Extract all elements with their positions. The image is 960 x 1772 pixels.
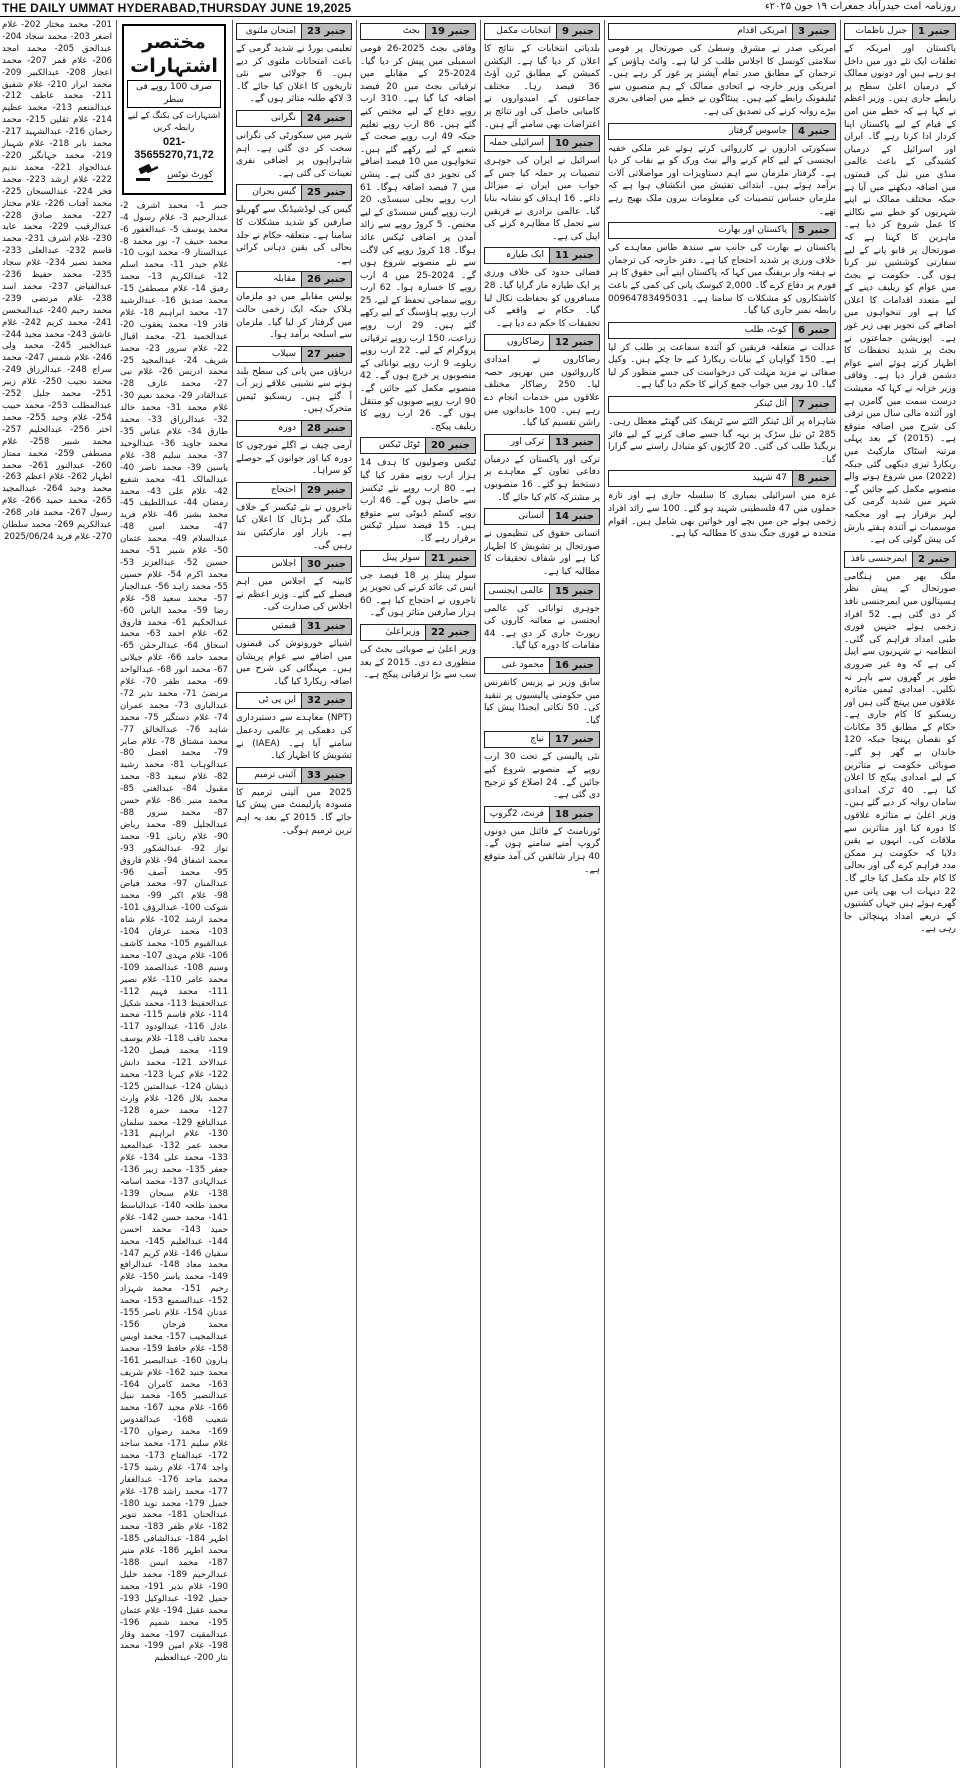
item-header <box>360 23 476 40</box>
news-item <box>484 23 600 131</box>
court-notice-row <box>127 164 221 187</box>
news-column-4 <box>360 20 476 1768</box>
item-number: جنبر 14 <box>549 509 599 524</box>
item-text: آرمی چیف نے اگلے مورچوں کا دورہ کیا اور جوانوں کے حوصلے کو سراہا۔ <box>236 441 352 477</box>
item-title: جاسوس گرفتار <box>729 125 787 136</box>
item-header <box>484 434 600 451</box>
item-number: جنبر 8 <box>792 471 835 486</box>
item-number: جنبر 15 <box>549 584 599 599</box>
column-divider <box>116 20 117 1768</box>
item-title: نگرانی <box>271 112 296 123</box>
item-number: جنبر 7 <box>792 397 835 412</box>
item-number: جنبر 5 <box>792 223 835 238</box>
item-header <box>844 551 956 568</box>
item-number: جنبر 10 <box>549 136 599 151</box>
classified-ad-box <box>122 24 226 195</box>
item-title: مقابلہ <box>273 274 296 285</box>
item-number: جنبر 19 <box>425 24 475 39</box>
news-item <box>484 247 600 330</box>
item-text: گیس کی لوڈشیڈنگ سے گھریلو صارفین کو شدید مشکلات کا سامنا ہے۔ متعلقہ حکام نے جلد بحالی کی یقین دہانی کرائی ہے۔ <box>236 205 352 266</box>
item-header <box>236 184 352 201</box>
item-title: دورہ <box>278 423 296 434</box>
item-header <box>484 334 600 351</box>
item-text: کابینہ کے اجلاس میں اہم فیصلے کیے گئے۔ وزیر اعظم نے اجلاس کی صدارت کی۔ <box>236 577 352 613</box>
item-text: تاجروں نے نئے ٹیکسز کے خلاف ملک گیر ہڑتال کا اعلان کیا ہے۔ بازار اور مارکیٹیں بند رہیں گی۔ <box>236 502 352 551</box>
item-header <box>236 23 352 40</box>
news-item <box>360 550 476 620</box>
listing-text: 201- محمد مختار 202- غلام اصغر 203- محمد سجاد 204- عبدالحق 205- محمد امجد 206- غلام قمر 207- محمد اعجاز 208- عبدالکبیر 209- محمد ابرار 210- غلام شفیق 211- محمد عاطف 212- عبدالمنعم 213- محمد عظیم 214- غلام ثقلین 215- محمد رحمان 216- عبدالشہید 217- محمد بابر 218- غلام شہباز 219- محمد جہانگیر 220- عبدالجواد 221- محمد ندیم 222- غلام ارشد 223- محمد فخر 224- عبدالسبحان 225- محمد آفتاب 226- غلام مختار 227- محمد صادق 228- عبدالرقیب 229- محمد عابد 230- غلام اشرف 231- محمد قاسم 232- عبدالعلی 233- محمد نصیر 234- غلام سجاد 235- محمد حفیظ 236- عبدالفیاض 237- محمد اسد 238- غلام مرتضی 239- محمد رحیم 240- عبدالمحسن 241- محمد کریم 242- غلام عاشق 243- محمد مجید 244- عبدالخبیر 245- محمد ولی 246- غلام شمس 247- محمد سراج 248- عبدالرزاق 249- محمد نجیب 250- غلام زبیر 251- محمد جلیل 252- عبدالمطلب 253- محمد حبیب 254- غلام وحید 255- محمد اختر 256- عبدالحلیم 257- محمد شبیر 258- غلام مصطفی 259- محمد ممتاز 260- عبدالنور 261- محمد اظہار 262- غلام اعظم 263- محمد وحید 264- عبدالمجید 265- محمد حمید 266- غلام رسول 267- محمد قادر 268- عبدالکریم 269- محمد سلطان 270- غلام فرید 2025/06/24 <box>2 20 112 542</box>
news-item <box>236 420 352 478</box>
item-header <box>360 624 476 641</box>
news-item <box>236 346 352 416</box>
item-text: ترکی اور پاکستان کے درمیان دفاعی تعاون کے معاہدے پر دستخط ہو گئے۔ 16 منصوبوں پر مشترکہ کام کیا جائے گا۔ <box>484 454 600 503</box>
item-title: عالمی ایجنسی <box>488 585 544 596</box>
news-item <box>484 731 600 801</box>
item-title: آئینی ترمیم <box>254 769 296 780</box>
item-text: دریاؤں میں پانی کی سطح بلند ہونے سے نشیبی علاقے زیر آب آ گئے ہیں۔ ریسکیو ٹیمیں متحرک ہیں۔ <box>236 366 352 415</box>
item-text: اشیائے خورونوش کی قیمتوں میں اضافے سے عوام پریشان ہیں۔ مہنگائی کی شرح میں اضافہ ریکارڈ کیا گیا۔ <box>236 639 352 687</box>
item-title: اجلاس <box>271 559 296 570</box>
item-text: تعلیمی بورڈ نے شدید گرمی کے باعث امتحانات ملتوی کر دیے ہیں۔ 6 جولائی سے نئی تاریخوں کا اعلان کیا جائے گا۔ 3 لاکھ طلبہ متاثر ہوں گے۔ <box>236 44 352 105</box>
ad-note: اشتہارات کی بکنگ کے لیے رابطہ کریں <box>127 111 221 133</box>
item-text: امریکی صدر نے مشرق وسطیٰ کی صورتحال پر قومی سلامتی کونسل کا اجلاس طلب کر لیا ہے۔ وائٹ ہاؤس کے ترجمان کے مطابق صدر تمام آپشنز پر غور کر رہے ہیں۔ امریکی وزیر خارجہ نے اتحادی ممالک کے ہم منصبوں سے ٹیلیفونک رابطے کیے ہیں۔ پینٹاگون نے خطے میں اضافی بحری بیڑے روانہ کرنے کی تصدیق کی ہے۔ <box>608 44 836 117</box>
item-header <box>484 806 600 823</box>
item-title: محمود غنی <box>501 659 544 670</box>
item-text: وزیر اعلیٰ نے صوبائی بجٹ کی منظوری دے دی۔ 2015 کے بعد سب سے بڑا ترقیاتی پیکج ہے۔ <box>360 644 476 681</box>
item-number: جنبر 32 <box>301 693 351 708</box>
listing-column-left <box>2 20 112 1768</box>
item-number: جنبر 3 <box>792 24 835 39</box>
item-title: امریکی اقدام <box>737 26 787 36</box>
item-header <box>484 583 600 600</box>
item-number: جنبر 17 <box>549 732 599 747</box>
item-title: نیاچ <box>530 734 544 745</box>
item-title: بجٹ <box>402 26 420 36</box>
item-title: فرنٹ، 2گروپ <box>489 808 544 819</box>
column-divider <box>840 20 841 1768</box>
news-item <box>484 434 600 504</box>
item-text: جوہری توانائی کی عالمی ایجنسی نے معائنہ کاروں کی رپورٹ جاری کر دی ہے۔ 44 مقامات کا دورہ کیا گیا۔ <box>484 603 600 652</box>
ad-title: مختصر اشتہارات <box>130 31 218 77</box>
item-text: عدالت نے متعلقہ فریقین کو آئندہ سماعت پر طلب کر لیا ہے۔ 150 گواہان کے بیانات ریکارڈ کیے جا چکے ہیں۔ وکیل صفائی نے مزید مہلت کی درخواست کی جسے منظور کر لیا گیا۔ 10 روز میں جواب جمع کرانے کا حکم دیا گیا ہے۔ <box>608 342 836 391</box>
news-item <box>236 184 352 267</box>
item-header <box>236 271 352 288</box>
item-header <box>360 437 476 454</box>
item-number: جنبر 25 <box>301 185 351 200</box>
item-title: جنرل ناظمات <box>855 26 907 36</box>
item-title: کوٹ، طلب <box>744 324 787 335</box>
news-item <box>484 135 600 243</box>
item-header <box>608 222 836 239</box>
item-text: پولیس مقابلے میں دو ملزمان ہلاک جبکہ ایک زخمی حالت میں گرفتار کر لیا گیا۔ ملزمان سے اسلحہ برآمد ہوا۔ <box>236 292 352 341</box>
news-column-5 <box>236 20 352 1768</box>
item-header <box>484 657 600 674</box>
item-number: جنبر 23 <box>301 24 351 39</box>
item-text: رضاکاروں نے امدادی کارروائیوں میں بھرپور حصہ لیا۔ 250 رضاکار مختلف علاقوں میں خدمات انجام دے رہے ہیں۔ 100 خاندانوں میں راشن تقسیم کیا گیا۔ <box>484 355 600 429</box>
news-item <box>608 396 836 466</box>
item-title: وزیراعلیٰ <box>385 626 420 637</box>
column-divider <box>604 20 605 1768</box>
news-item <box>608 123 836 219</box>
item-text: ملک بھر میں ہنگامی صورتحال کے پیش نظر ہسپتالوں میں ایمرجنسی نافذ کر دی گئی ہے۔ 52 افراد زخمی ہوئے جنہیں فوری طبی امداد فراہم کی گئی۔ انتظامیہ نے شہریوں سے اپیل کی ہے کہ وہ غیر ضروری طور پر گھروں سے باہر نہ نکلیں۔ امدادی ٹیمیں متاثرہ علاقوں میں پہنچ گئی ہیں اور ریسکیو کا کام جاری ہے۔ حکام کے مطابق 35 مکانات کو نقصان پہنچا جبکہ 120 خاندان بے گھر ہو گئے۔ صوبائی حکومت نے متاثرین کے لیے امدادی پیکج کا اعلان کیا ہے۔ 40 ٹرک امدادی سامان روانہ کر دیے گئے ہیں۔ وزیر اعلیٰ نے متاثرہ علاقوں کا دورہ کیا اور متاثرین سے ملاقات کی۔ انہوں نے یقین دلایا کہ حکومت ہر ممکن مدد فراہم کرے گی اور بحالی کا کام جلد مکمل کیا جائے گا۔ 22 دیہات اب بھی پانی میں گھرے ہوئے ہیں جہاں کشتیوں کے ذریعے امداد پہنچائی جا رہی ہے۔ <box>844 571 956 935</box>
item-number: جنبر 24 <box>301 111 351 126</box>
item-number: جنبر 31 <box>301 619 351 634</box>
masthead-english: THE DAILY UMMAT HYDERABAD,THURSDAY JUNE 19,2025 <box>2 1 352 15</box>
item-title: احتجاج <box>270 484 296 495</box>
item-title: امتحان ملتوی <box>245 26 296 36</box>
item-number: جنبر 12 <box>549 335 599 350</box>
news-item <box>484 657 600 727</box>
item-text: شہر میں سیکورٹی کی نگرانی سخت کر دی گئی ہے۔ اہم شاہراہوں پر اضافی نفری تعینات کی گئی ہے۔ <box>236 130 352 179</box>
news-item <box>608 222 836 318</box>
item-title: پاکستان اور بھارت <box>718 225 787 236</box>
item-title: 47 شہید <box>752 473 787 484</box>
item-number: جنبر 21 <box>425 551 475 566</box>
item-header <box>236 692 352 709</box>
news-item <box>360 437 476 545</box>
item-header <box>608 322 836 339</box>
item-text: وفاقی بجٹ 2025-26 قومی اسمبلی میں پیش کر دیا گیا۔ 2024-25 کے مقابلے میں ترقیاتی بجٹ میں 20 فیصد اضافہ کیا گیا ہے۔ 310 ارب روپے دفاع کے لیے مختص کیے گئے ہیں۔ 86 ارب روپے تعلیم جبکہ 49 ارب روپے صحت کے شعبے کے لیے رکھے گئے ہیں۔ تنخواہوں میں 10 فیصد اضافے کی تجویز دی گئی ہے۔ پنشن میں 7 فیصد اضافہ ہوگا۔ 61 ارب روپے بجلی سبسڈی، 20 ارب روپے گیس سبسڈی کے لیے مختص۔ 5 کروڑ روپے سے زائد آمدن پر اضافی ٹیکس عائد ہوگا۔ 18 کروڑ روپے کی لاگت سے نئے منصوبے شروع ہوں گے۔ 2024-25 میں 4 ارب روپے کا خسارہ ہوا۔ 62 ارب روپے سماجی تحفظ کے لیے، 25 ارب روپے ہاؤسنگ کے لیے رکھے گئے ہیں۔ 29 ارب روپے زراعت، 150 ارب روپے ترقیاتی پروگرام کے لیے۔ 22 ارب روپے ریلوے، 9 ارب روپے توانائی کے منصوبوں پر خرچ ہوں گے۔ 42 منصوبے مکمل کیے جائیں گے۔ 90 ارب روپے صوبوں کو منتقل ہوں گے۔ 26 ارب روپے کا ریلیف پیکج۔ <box>360 44 476 432</box>
item-header <box>236 110 352 127</box>
item-number: جنبر 20 <box>425 438 475 453</box>
item-text: انسانی حقوق کی تنظیموں نے صورتحال پر تشویش کا اظہار کیا ہے اور شفاف تحقیقات کا مطالبہ کیا ہے۔ <box>484 529 600 577</box>
item-number: جنبر 16 <box>549 658 599 673</box>
masthead-urdu: روزنامہ امت حیدرآباد جمعرات ۱۹ جون ۲۰۲۵ء <box>764 1 956 12</box>
item-text: پاکستان نے بھارت کی جانب سے سندھ طاس معاہدے کی خلاف ورزی پر شدید احتجاج کیا ہے۔ دفتر خارجہ کی ترجمان نے ہفتہ وار بریفنگ میں کہا کہ پاکستان اپنے آبی حقوق کا ہر فورم پر دفاع کرے گا۔ 2,000 کیوسک پانی کی کمی کے باعث کاشتکاروں کو مشکلات کا سامنا ہے۔ 00964783495031 رابطہ نمبر جاری کیا گیا۔ <box>608 243 836 317</box>
item-title: ٹوٹل ٹیکس <box>378 440 420 451</box>
item-text: اسرائیل نے ایران کی جوہری تنصیبات پر حملہ کیا جس کے جواب میں ایران نے میزائل داغے۔ 16 اہداف کو نشانہ بنایا گیا۔ عالمی برادری نے فریقین سے تحمل کا مظاہرہ کرنے کی اپیل کی ہے۔ <box>484 156 600 242</box>
column-divider <box>232 20 233 1768</box>
news-column-2 <box>608 20 836 1768</box>
item-text: سولر پینلز پر 18 فیصد جی ایس ٹی عائد کرنے کی تجویز پر تاجروں نے احتجاج کیا ہے۔ 60 ہزار صارفین متاثر ہوں گے۔ <box>360 570 476 619</box>
item-text: سیکورٹی اداروں نے کارروائی کرتے ہوئے غیر ملکی خفیہ ایجنسی کے لیے کام کرنے والے نیٹ ورک کو بے نقاب کر دیا ہے۔ گرفتار ملزمان سے اہم دستاویزات اور مواصلاتی آلات برآمد ہوئے ہیں۔ ابتدائی تفتیش میں انکشاف ہوا ہے کہ ملزمان حساس تنصیبات کی معلومات بیرون ملک بھیج رہے تھے۔ <box>608 143 836 217</box>
item-number: جنبر 27 <box>301 347 351 362</box>
court-notice-caption: کورٹ نوٹس <box>167 169 213 183</box>
news-item <box>236 110 352 180</box>
news-item <box>608 23 836 119</box>
item-title: قیمتیں <box>271 621 296 631</box>
item-header <box>484 23 600 40</box>
item-header <box>608 470 836 487</box>
item-title: آئل ٹینکر <box>754 399 787 410</box>
item-text: ٹورنامنٹ کے فائنل میں دونوں گروپ آمنے سامنے ہوں گے۔ 40 ہزار شائقین کی آمد متوقع ہے۔ <box>484 826 600 875</box>
item-title: ایمرجنسی نافذ <box>850 553 907 564</box>
item-header <box>608 396 836 413</box>
item-text: غزہ میں اسرائیلی بمباری کا سلسلہ جاری ہے اور تازہ حملوں میں 47 فلسطینی شہید ہو گئے۔ 100 سے زائد افراد زخمی ہوئے جن میں بچے اور خواتین بھی شامل ہیں۔ اقوام متحدہ نے فوری جنگ بندی کا مطالبہ کیا ہے۔ <box>608 491 836 540</box>
item-text: سابق وزیر نے پریس کانفرنس میں حکومتی پالیسیوں پر تنقید کی۔ 50 نکاتی ایجنڈا پیش کیا گیا۔ <box>484 677 600 726</box>
item-text: ٹیکس وصولیوں کا ہدف 14 ہزار ارب روپے مقرر کیا گیا ہے۔ 80 ارب روپے نئے ٹیکسز سے حاصل ہوں گے۔ 46 ارب روپے کسٹم ڈیوٹی سے متوقع ہیں۔ 15 فیصد سیلز ٹیکس برقرار رہے گا۔ <box>360 458 476 544</box>
item-title: این پی ٹی <box>258 695 296 706</box>
news-item <box>236 692 352 762</box>
item-title: انسانی <box>518 511 544 522</box>
item-title: سیلاب <box>271 348 296 359</box>
news-item <box>236 556 352 614</box>
item-number: جنبر 2 <box>912 552 955 567</box>
news-item <box>236 271 352 341</box>
news-item <box>844 23 956 547</box>
item-header <box>608 23 836 40</box>
news-item <box>608 322 836 392</box>
masthead <box>0 0 960 17</box>
item-number: جنبر 30 <box>301 557 351 572</box>
ad-phone: 021-35655270,71,72 <box>134 136 214 161</box>
item-header <box>236 346 352 363</box>
item-header <box>484 731 600 748</box>
news-item <box>608 470 836 540</box>
news-item <box>236 767 352 837</box>
listing-text: جنبر 1- محمد اشرف 2- عبدالرحیم 3- غلام رسول 4- محمد یوسف 5- عبدالغفور 6- محمد حنیف 7- نور محمد 8- عبدالستار 9- محمد ایوب 10- غلام حیدر 11- محمد اسلم 12- عبدالکریم 13- محمد رفیق 14- غلام مصطفیٰ 15- محمد صدیق 16- عبدالرشید 17- محمد ابراہیم 18- غلام قادر 19- محمد یعقوب 20- عبدالحمید 21- محمد اقبال 22- غلام سرور 23- محمد شریف 24- عبدالمجید 25- محمد ادریس 26- غلام نبی 27- محمد عارف 28- عبدالقادر 29- محمد نعیم 30- غلام محمد 31- محمد خالد 32- عبدالرزاق 33- محمد طارق 34- غلام عباس 35- محمد جاوید 36- عبدالوحید 37- محمد سلیم 38- غلام یاسین 39- محمد ناصر 40- عبدالمالک 41- محمد شفیع 42- غلام علی 43- محمد رمضان 44- عبداللطیف 45- محمد بشیر 46- غلام فرید 47- محمد امین 48- عبدالسلام 49- محمد عثمان 50- غلام شبیر 51- محمد حسین 52- عبدالعزیز 53- محمد اکرم 54- غلام حسین 55- محمد زاہد 56- عبدالجبار 57- محمد سعید 58- غلام رضا 59- محمد الیاس 60- عبدالحکیم 61- محمد فاروق 62- غلام احمد 63- محمد اسحاق 64- عبدالرحمٰن 65- محمد حامد 66- غلام جیلانی 67- محمد انور 68- عبدالواحد 69- محمد ظفر 70- غلام مرتضیٰ 71- محمد نذیر 72- عبدالباری 73- محمد عمران 74- غلام دستگیر 75- محمد شاہد 76- عبدالخالق 77- محمد مشتاق 78- غلام صابر 79- محمد افضل 80- عبدالوہاب 81- محمد رشید 82- غلام سعید 83- محمد مقبول 84- عبدالغنی 85- محمد منیر 86- غلام حسن 87- محمد سرور 88- عبدالجلیل 89- محمد ریاض 90- غلام ربانی 91- محمد نواز 92- عبدالشکور 93- محمد اشفاق 94- غلام فاروق 95- محمد آصف 96- عبدالمنان 97- محمد فیاض 98- غلام اکبر 99- محمد شوکت 100- عبدالرؤف 101- محمد ارشد 102- غلام شاہ 103- محمد عرفان 104- عبدالقیوم 105- محمد کاشف 106- غلام مہدی 107- محمد وسیم 108- عبدالصمد 109- محمد عامر 110- غلام نصیر 111- محمد فہیم 112- عبدالحفیظ 113- محمد شکیل 114- غلام قاسم 115- محمد عادل 116- عبدالودود 117- محمد ثاقب 118- غلام یوسف 119- محمد فیصل 120- عبدالاحد 121- محمد دانش 122- غلام کبریا 123- محمد ذیشان 124- عبدالمتین 125- محمد بلال 126- غلام وارث 127- محمد حمزہ 128- عبدالنافع 129- محمد سلمان 130- غلام ابراہیم 131- محمد عمر 132- عبدالمعید 133- محمد علی 134- غلام جعفر 135- محمد زبیر 136- عبدالہادی 137- محمد اسامہ 138- غلام سبحان 139- محمد طلحہ 140- عبدالباسط 141- محمد حسن 142- غلام حمید 143- محمد احسن 144- عبدالعلیم 145- محمد سفیان 146- غلام کریم 147- محمد معاذ 148- عبدالرافع 149- محمد یاسر 150- غلام رحیم 151- محمد شہزاد 152- عبدالسمیع 153- محمد عدنان 154- غلام ناصر 155- محمد فرحان 156- عبدالمجیب 157- محمد اویس 158- غلام حافظ 159- محمد ہارون 160- عبدالبصیر 161- محمد جنید 162- غلام شریف 163- محمد کامران 164- عبدالنصیر 165- محمد نبیل 166- غلام مجید 167- محمد شعیب 168- عبدالقدوس 169- محمد رضوان 170- غلام سلیم 171- محمد ساجد 172- عبدالفتاح 173- محمد واجد 174- غلام رشید 175- محمد ماجد 176- عبدالغفار 177- محمد راشد 178- غلام جمیل 179- محمد نوید 180- عبدالحنان 181- محمد تنویر 182- غلام ظفر 183- محمد اظہر 184- عبدالشافی 185- محمد اطہر 186- غلام منیر 187- محمد انیس 188- عبدالرحیم 189- محمد خلیل 190- غلام نذیر 191- محمد جمیل 192- عبدالوکیل 193- محمد عقیل 194- غلام عثمان 195- محمد شمیم 196- عبدالمقیت 197- محمد وقار 198- غلام امین 199- محمد نثار 200- عبدالعظیم <box>120 200 228 1664</box>
gavel-icon <box>135 164 161 187</box>
item-header <box>844 23 956 40</box>
item-number: جنبر 33 <box>301 768 351 783</box>
item-header <box>484 247 600 264</box>
item-number: جنبر 1 <box>912 24 955 39</box>
news-column-3 <box>484 20 600 1768</box>
item-number: جنبر 29 <box>301 483 351 498</box>
news-item <box>236 23 352 106</box>
item-header <box>484 508 600 525</box>
item-title: انتخابات مکمل <box>496 26 551 36</box>
item-title: اسرائیلی حملہ <box>488 138 544 149</box>
news-item <box>236 482 352 552</box>
item-header <box>236 618 352 635</box>
item-title: رضاکاروں <box>506 337 544 348</box>
item-number: جنبر 6 <box>792 323 835 338</box>
item-header <box>236 482 352 499</box>
item-number: جنبر 11 <box>549 248 599 263</box>
item-text: نئی پالیسی کے تحت 30 ارب روپے کے منصوبے شروع کیے جائیں گے۔ 24 اضلاع کو ترجیح دی گئی ہے۔ <box>484 752 600 801</box>
item-text: 2025 میں آئینی ترمیم کا مسودہ پارلیمنٹ میں پیش کیا جائے گا۔ 2015 کے بعد یہ اہم ترین ترمیم ہوگی۔ <box>236 787 352 836</box>
news-item <box>236 618 352 688</box>
news-column-1 <box>844 20 956 1768</box>
item-header <box>236 767 352 784</box>
item-number: جنبر 13 <box>549 435 599 450</box>
item-text: شاہراہ پر آئل ٹینکر الٹنے سے ٹریفک کئی گھنٹے معطل رہی۔ 285 ٹن تیل سڑک پر بہہ گیا جسے صاف کرنے کے لیے فائر بریگیڈ طلب کی گئی۔ 20 گاڑیوں کو متبادل راستے سے گزارا گیا۔ <box>608 417 836 465</box>
listing-column <box>120 20 228 1768</box>
item-number: جنبر 26 <box>301 272 351 287</box>
item-title: گیس بحران <box>252 187 296 198</box>
news-item <box>484 334 600 430</box>
item-text: (NPT) معاہدے سے دستبرداری کی دھمکی پر عالمی ردعمل سامنے آیا ہے۔ (IAEA) نے تشویش کا اظہار کیا۔ <box>236 713 352 762</box>
item-text: بلدیاتی انتخابات کے نتائج کا اعلان کر دیا گیا ہے۔ الیکشن کمیشن کے مطابق ٹرن آؤٹ 36 فیصد رہا۔ مختلف جماعتوں کے امیدواروں نے کامیابی حاصل کی اور نتائج پر اعتراضات بھی سامنے آئے ہیں۔ <box>484 44 600 130</box>
ad-rate: صرف 100 روپے فی سطر <box>127 80 221 108</box>
item-header <box>484 135 600 152</box>
item-number: جنبر 22 <box>425 625 475 640</box>
column-divider <box>480 20 481 1768</box>
item-header <box>608 123 836 140</box>
item-title: سولر پینل <box>382 552 420 563</box>
news-item <box>484 583 600 653</box>
item-number: جنبر 4 <box>792 124 835 139</box>
item-title: ترکی اور <box>510 436 544 447</box>
item-header <box>236 420 352 437</box>
item-text: پاکستان اور امریکہ کے تعلقات ایک نئے دور میں داخل ہو رہے ہیں اور دونوں ممالک کے درمیان اعلیٰ سطح پر رابطے جاری ہیں۔ وزیر اعظم نے کہا ہے کہ خطے میں امن کے قیام کے لیے پاکستان اپنا کردار ادا کرتا رہے گا۔ ایران اور اسرائیل کے درمیان کشیدگی کے باعث عالمی منڈی میں تیل کی قیمتوں میں اضافہ دیکھنے میں آیا ہے جبکہ مختلف ممالک نے اپنے شہریوں کو خطے سے نکالنے کا عمل شروع کر دیا ہے۔ ماہرین کا کہنا ہے کہ صورتحال پر قابو پانے کے لیے سفارتی کوششیں تیز کرنا ہوں گی۔ حکومت نے بجٹ میں عوام کو ریلیف دینے کے لیے متعدد اقدامات کا اعلان کیا ہے اور تنخواہوں میں اضافے کی تجویز بھی زیر غور ہے۔ اپوزیشن جماعتوں نے بجٹ پر شدید تحفظات کا اظہار کرتے ہوئے اسے عوام دشمن قرار دیا ہے۔ وفاقی وزیر خزانہ نے کہا کہ معیشت درست سمت میں گامزن ہے اور آئندہ مالی سال میں ترقی کی شرح میں اضافہ متوقع ہے۔ (2015) کے بعد پہلی مرتبہ اسٹاک مارکیٹ میں ریکارڈ تیزی دیکھی گئی جبکہ (2022) میں شروع ہونے والے منصوبے مکمل کیے جائیں گے۔ شہر میں شدید گرمی کی لہر برقرار ہے اور محکمہ موسمیات نے آئندہ ہفتے بارش کی پیش گوئی کی ہے۔ <box>844 44 956 546</box>
item-number: جنبر 28 <box>301 421 351 436</box>
news-item <box>484 508 600 578</box>
item-header <box>360 550 476 567</box>
item-number: جنبر 9 <box>556 24 599 39</box>
column-divider <box>356 20 357 1768</box>
item-header <box>236 556 352 573</box>
item-text: فضائی حدود کی خلاف ورزی پر ایک طیارہ مار گرایا گیا۔ 28 مسافروں کو بحفاظت نکال لیا گیا۔ حکام نے واقعے کی تحقیقات کا حکم دے دیا ہے۔ <box>484 268 600 329</box>
news-item <box>844 551 956 936</box>
item-title: ایک طیارہ <box>505 250 544 261</box>
item-number: جنبر 18 <box>549 807 599 822</box>
news-item <box>360 23 476 433</box>
news-item <box>360 624 476 682</box>
news-item <box>484 806 600 876</box>
